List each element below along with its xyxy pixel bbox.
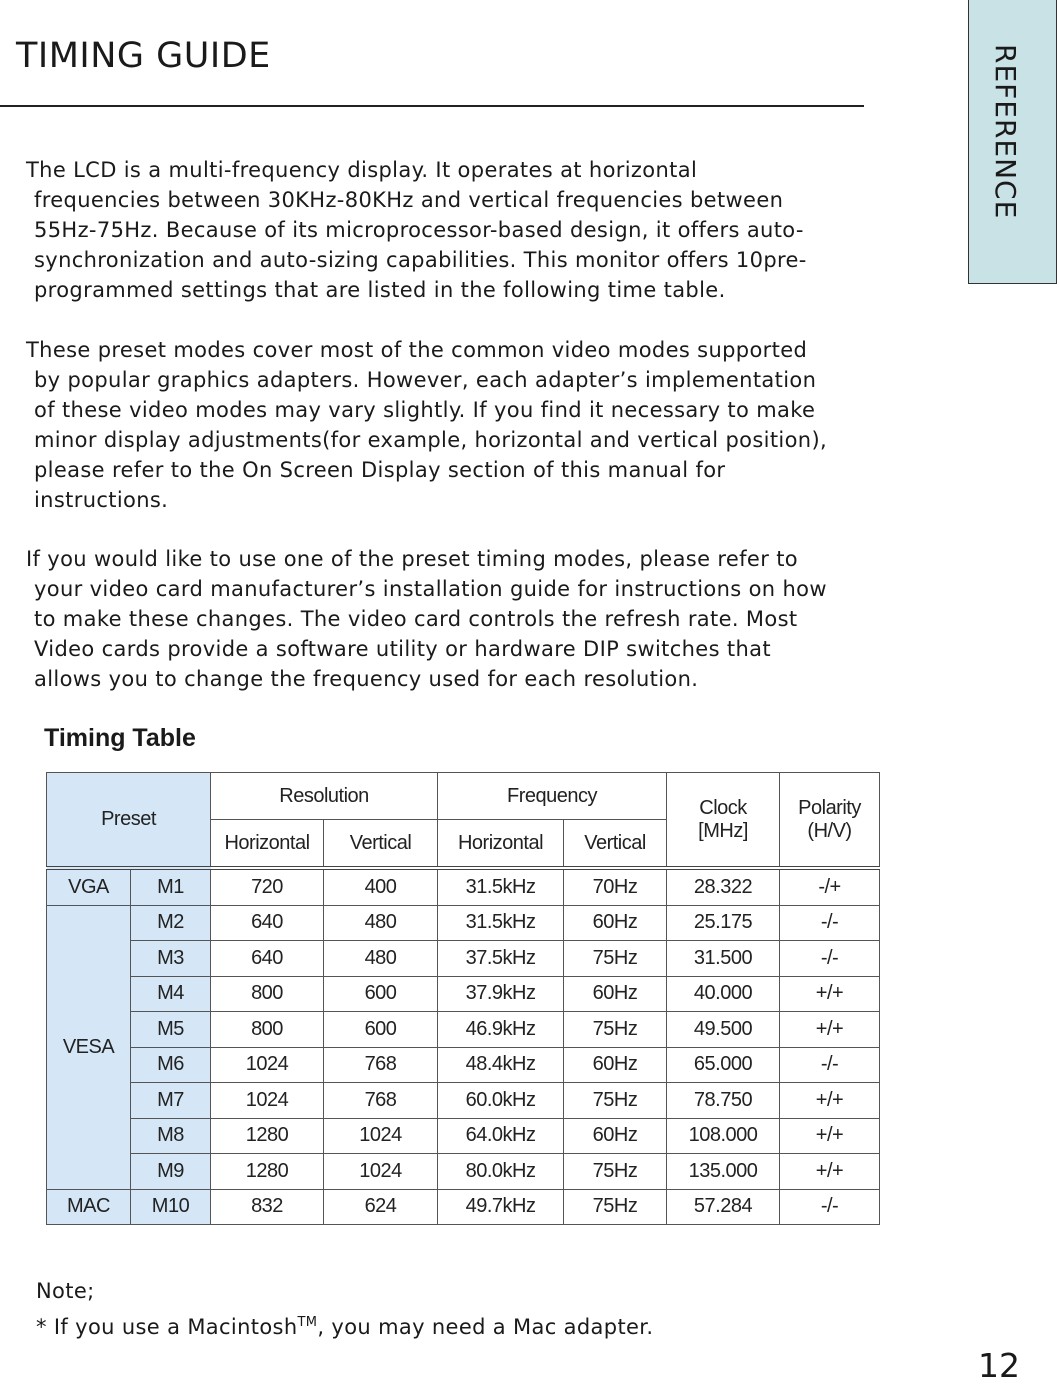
resolution-h-cell: 640: [211, 941, 324, 977]
resolution-v-cell: 624: [324, 1189, 438, 1225]
polarity-header: [780, 773, 880, 869]
paragraph-line: of these video modes may vary slightly. If you find it necessary to make: [34, 398, 816, 422]
paragraph-line: to make these changes. The video card controls the refresh rate. Most: [34, 607, 798, 631]
frequency-v-cell: 75Hz: [564, 1083, 667, 1119]
paragraph-line: minor display adjustments(for example, horizontal and vertical position),: [34, 428, 828, 452]
paragraph-line: These preset modes cover most of the common video modes supported: [26, 338, 808, 362]
trademark-superscript: TM: [297, 1315, 318, 1330]
resolution-h-cell: 720: [211, 868, 324, 905]
mode-cell: M1: [131, 868, 211, 905]
clock-cell: 135.000: [667, 1154, 780, 1190]
frequency-h-cell: 31.5kHz: [438, 868, 564, 905]
resolution-h-cell: 1024: [211, 1083, 324, 1119]
frequency-v-cell: 75Hz: [564, 941, 667, 977]
frequency-v-cell: 75Hz: [564, 1154, 667, 1190]
reference-tab-label: REFERENCE: [989, 44, 1022, 220]
table-row: [47, 1189, 880, 1225]
resolution-vertical-header: Vertical: [324, 820, 438, 869]
resolution-v-cell: 480: [324, 941, 438, 977]
group-vesa: VESA: [47, 905, 131, 1189]
paragraph-line: programmed settings that are listed in the following time table.: [34, 278, 726, 302]
note-text: [36, 1307, 653, 1343]
note-heading: Note;: [36, 1279, 95, 1303]
frequency-v-cell: 70Hz: [564, 868, 667, 905]
paragraph-line: If you would like to use one of the preset timing modes, please refer to: [26, 547, 798, 571]
frequency-h-cell: 48.4kHz: [438, 1047, 564, 1083]
clock-cell: 31.500: [667, 941, 780, 977]
mode-cell: M3: [131, 941, 211, 977]
table-row: [47, 976, 880, 1012]
frequency-v-cell: 60Hz: [564, 905, 667, 941]
frequency-h-cell: 46.9kHz: [438, 1012, 564, 1048]
table-row: [47, 1012, 880, 1048]
frequency-vertical-header: Vertical: [564, 820, 667, 869]
polarity-cell: -/-: [780, 1189, 880, 1225]
table-row: [47, 868, 880, 905]
table-row: [47, 1154, 880, 1190]
frequency-h-cell: 49.7kHz: [438, 1189, 564, 1225]
frequency-h-cell: 60.0kHz: [438, 1083, 564, 1119]
paragraph-line: The LCD is a multi-frequency display. It operates at horizontal: [26, 158, 698, 182]
polarity-cell: +/+: [780, 1154, 880, 1190]
frequency-horizontal-header: Horizontal: [438, 820, 564, 869]
clock-header: [667, 773, 780, 869]
polarity-cell: +/+: [780, 1083, 880, 1119]
polarity-header-line1: Polarity: [798, 796, 861, 819]
paragraph-line: by popular graphics adapters. However, each adapter’s implementation: [34, 368, 817, 392]
resolution-h-cell: 1024: [211, 1047, 324, 1083]
frequency-v-cell: 60Hz: [564, 1118, 667, 1154]
mode-cell: M8: [131, 1118, 211, 1154]
resolution-v-cell: 1024: [324, 1154, 438, 1190]
table-row: [47, 905, 880, 941]
clock-cell: 108.000: [667, 1118, 780, 1154]
timing-table: [46, 772, 880, 1225]
frequency-h-cell: 31.5kHz: [438, 905, 564, 941]
mode-cell: M2: [131, 905, 211, 941]
resolution-v-cell: 600: [324, 976, 438, 1012]
table-row: [47, 1118, 880, 1154]
video-card-paragraph: [26, 544, 906, 694]
paragraph-line: your video card manufacturer’s installation guide for instructions on how: [34, 577, 827, 601]
frequency-v-cell: 60Hz: [564, 976, 667, 1012]
resolution-v-cell: 480: [324, 905, 438, 941]
resolution-h-cell: 800: [211, 976, 324, 1012]
paragraph-line: instructions.: [34, 488, 169, 512]
intro-paragraph: [26, 155, 906, 305]
resolution-v-cell: 600: [324, 1012, 438, 1048]
paragraph-line: 55Hz-75Hz. Because of its microprocessor-based design, it offers auto-: [34, 218, 804, 242]
paragraph-line: synchronization and auto-sizing capabilities. This monitor offers 10pre-: [34, 248, 807, 272]
clock-cell: 65.000: [667, 1047, 780, 1083]
resolution-horizontal-header: Horizontal: [211, 820, 324, 869]
page-number: 12: [978, 1346, 1020, 1385]
group-vga: VGA: [47, 868, 131, 905]
mode-cell: M4: [131, 976, 211, 1012]
resolution-h-cell: 832: [211, 1189, 324, 1225]
frequency-v-cell: 75Hz: [564, 1012, 667, 1048]
frequency-h-cell: 80.0kHz: [438, 1154, 564, 1190]
clock-cell: 28.322: [667, 868, 780, 905]
note-text-before: * If you use a Macintosh: [36, 1315, 298, 1339]
frequency-h-cell: 37.9kHz: [438, 976, 564, 1012]
clock-cell: 49.500: [667, 1012, 780, 1048]
resolution-header: Resolution: [211, 773, 438, 820]
frequency-v-cell: 60Hz: [564, 1047, 667, 1083]
paragraph-line: please refer to the On Screen Display section of this manual for: [34, 458, 726, 482]
clock-cell: 40.000: [667, 976, 780, 1012]
title-divider: [0, 105, 864, 107]
clock-cell: 57.284: [667, 1189, 780, 1225]
frequency-v-cell: 75Hz: [564, 1189, 667, 1225]
polarity-cell: -/-: [780, 905, 880, 941]
resolution-h-cell: 640: [211, 905, 324, 941]
resolution-v-cell: 400: [324, 868, 438, 905]
clock-cell: 25.175: [667, 905, 780, 941]
page-title: TIMING GUIDE: [16, 36, 271, 76]
resolution-h-cell: 800: [211, 1012, 324, 1048]
mode-cell: M6: [131, 1047, 211, 1083]
table-row: [47, 1083, 880, 1119]
resolution-h-cell: 1280: [211, 1154, 324, 1190]
frequency-h-cell: 37.5kHz: [438, 941, 564, 977]
polarity-header-line2: (H/V): [807, 819, 852, 842]
paragraph-line: Video cards provide a software utility or hardware DIP switches that: [34, 637, 771, 661]
group-mac: MAC: [47, 1189, 131, 1225]
note-block: [36, 1276, 653, 1343]
clock-cell: 78.750: [667, 1083, 780, 1119]
polarity-cell: -/-: [780, 1047, 880, 1083]
mode-cell: M10: [131, 1189, 211, 1225]
resolution-v-cell: 768: [324, 1047, 438, 1083]
polarity-cell: +/+: [780, 976, 880, 1012]
paragraph-line: allows you to change the frequency used for each resolution.: [34, 667, 699, 691]
table-row: [47, 941, 880, 977]
preset-modes-paragraph: [26, 335, 906, 515]
mode-cell: M9: [131, 1154, 211, 1190]
note-text-after: , you may need a Mac adapter.: [317, 1315, 654, 1339]
frequency-header: Frequency: [438, 773, 667, 820]
resolution-h-cell: 1280: [211, 1118, 324, 1154]
polarity-cell: -/+: [780, 868, 880, 905]
resolution-v-cell: 1024: [324, 1118, 438, 1154]
polarity-cell: -/-: [780, 941, 880, 977]
timing-table-title: Timing Table: [44, 724, 196, 752]
mode-cell: M5: [131, 1012, 211, 1048]
polarity-cell: +/+: [780, 1118, 880, 1154]
polarity-cell: +/+: [780, 1012, 880, 1048]
mode-cell: M7: [131, 1083, 211, 1119]
clock-header-line1: Clock: [699, 796, 747, 819]
preset-header: Preset: [47, 773, 211, 869]
clock-header-line2: [MHz]: [698, 819, 748, 842]
resolution-v-cell: 768: [324, 1083, 438, 1119]
paragraph-line: frequencies between 30KHz-80KHz and vertical frequencies between: [34, 188, 784, 212]
frequency-h-cell: 64.0kHz: [438, 1118, 564, 1154]
table-row: [47, 1047, 880, 1083]
